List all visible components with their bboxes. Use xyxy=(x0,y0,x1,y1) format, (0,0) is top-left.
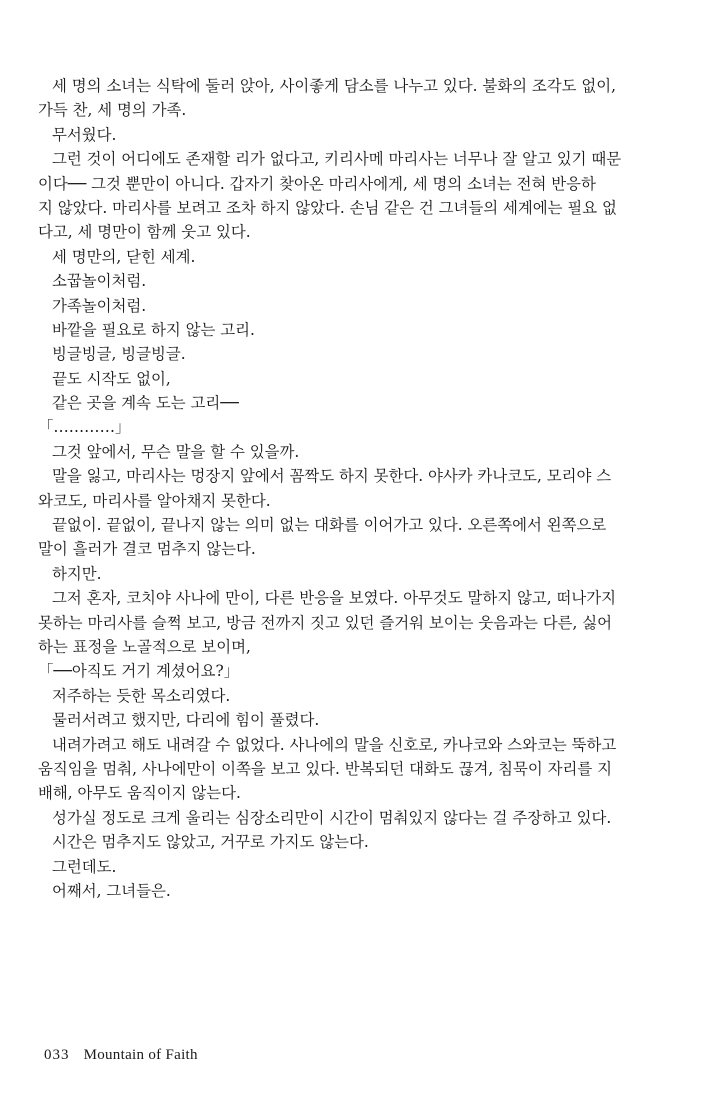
text-line: 끝도 시작도 없이, xyxy=(52,369,171,388)
text-line: 다고, 세 명만이 함께 웃고 있다. xyxy=(38,223,251,242)
text-line: 성가실 정도로 크게 울리는 심장소리만이 시간이 멈춰있지 않다는 걸 주장하고 있다. xyxy=(52,808,612,827)
text-line: 지 않았다. 마리사를 보려고 조차 하지 않았다. 손님 같은 건 그녀들의 세계에는 필요 없 xyxy=(38,198,617,217)
text-line: 저주하는 듯한 목소리였다. xyxy=(52,686,231,705)
text-line: 이다── 그것 뿐만이 아니다. 갑자기 찾아온 마리사에게, 세 명의 소녀는 전혀 반응하 xyxy=(38,174,596,193)
text-line: 그런 것이 어디에도 존재할 리가 없다고, 키리사메 마리사는 너무나 잘 알고 있기 때문 xyxy=(52,150,622,169)
text-line: 가득 찬, 세 명의 가족. xyxy=(38,101,187,120)
page-number: 033 xyxy=(44,1047,70,1063)
text-line: 말이 흘러가 결코 멈추지 않는다. xyxy=(38,540,256,559)
text-line: 하지만. xyxy=(52,564,102,583)
text-line: 내려가려고 해도 내려갈 수 없었다. 사나에의 말을 신호로, 카나코와 스와코는 뚝하고 xyxy=(52,735,617,754)
book-title: Mountain of Faith xyxy=(83,1047,198,1063)
text-line: 무서웠다. xyxy=(52,125,117,144)
text-line: 와코도, 마리사를 알아채지 못한다. xyxy=(38,491,271,510)
text-line: 하는 표정을 노골적으로 보이며, xyxy=(38,637,251,656)
text-line: 빙글빙글, 빙글빙글. xyxy=(52,345,186,364)
text-line: 물러서려고 했지만, 다리에 힘이 풀렸다. xyxy=(52,711,320,730)
text-line: 같은 곳을 계속 도는 고리── xyxy=(52,394,239,413)
text-line: 시간은 멈추지도 않았고, 거꾸로 가지도 않는다. xyxy=(52,833,369,852)
text-line: 못하는 마리사를 슬쩍 보고, 방금 전까지 짓고 있던 즐거워 보이는 웃음과는 다른, 싫어 xyxy=(38,613,612,632)
text-line: 세 명의 소녀는 식탁에 둘러 앉아, 사이좋게 담소를 나누고 있다. 불화의 조각도 없이, xyxy=(52,77,617,95)
text-line: 「──아직도 거기 계셨어요?」 xyxy=(38,662,240,681)
page-footer xyxy=(44,1047,198,1064)
text-line: 세 명만의, 닫힌 세계. xyxy=(52,247,196,266)
text-line: 가족놀이처럼. xyxy=(52,296,147,315)
text-line: 어째서, 그녀들은. xyxy=(52,881,171,900)
text-line: 바깥을 필요로 하지 않는 고리. xyxy=(52,320,255,339)
body-text xyxy=(38,74,692,903)
text-line: 그런데도. xyxy=(52,857,117,876)
text-line: 「…………」 xyxy=(38,418,131,437)
text-line: 움직임을 멈춰, 사나에만이 이쪽을 보고 있다. 반복되던 대화도 끊겨, 침묵이 자리를 지 xyxy=(38,759,612,778)
text-line: 배해, 아무도 움직이지 않는다. xyxy=(38,784,241,803)
text-line: 그것 앞에서, 무슨 말을 할 수 있을까. xyxy=(52,442,300,461)
text-line: 말을 잃고, 마리사는 멍장지 앞에서 꼼짝도 하지 못한다. 야사카 카나코도, 모리야 스 xyxy=(52,467,612,486)
text-line: 소꿉놀이처럼. xyxy=(52,272,147,291)
text-line: 끝없이. 끝없이, 끝나지 않는 의미 없는 대화를 이어가고 있다. 오른쪽에서 왼쪽으로 xyxy=(52,516,607,535)
text-line: 그저 혼자, 코치야 사나에 만이, 다른 반응을 보였다. 아무것도 말하지 않고, 떠나가지 xyxy=(52,589,617,608)
